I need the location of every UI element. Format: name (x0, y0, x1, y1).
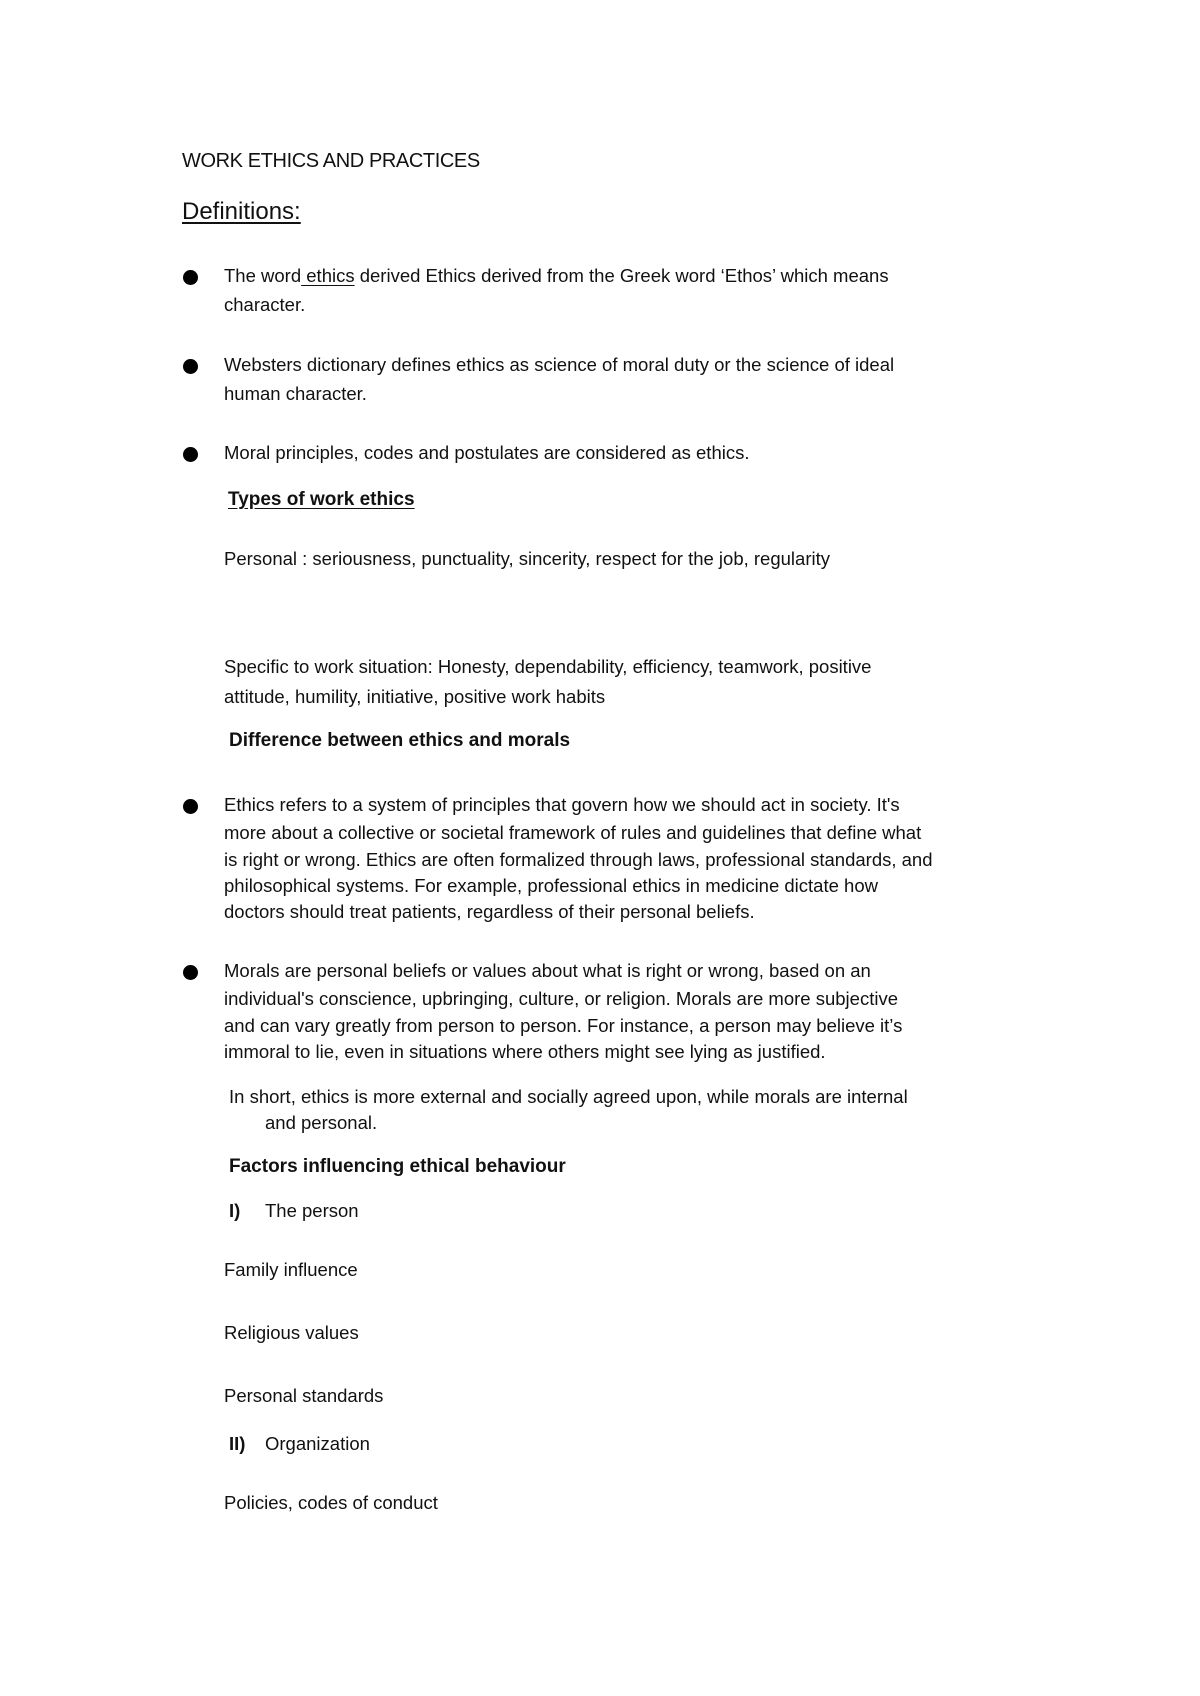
difference-heading: Difference between ethics and morals (229, 730, 571, 751)
definition-2-line-1: Websters dictionary defines ethics as science of moral duty or the science of ideal (224, 354, 895, 375)
morals-paragraph-line-3: and can vary greatly from person to person. For instance, a person may believe it’s (224, 1015, 903, 1036)
definition-1-line-1 (224, 263, 889, 289)
definition-1-post: derived Ethics derived from the Greek word ‘Ethos’ which means (354, 265, 889, 286)
document-title: WORK ETHICS AND PRACTICES (182, 150, 480, 172)
definition-1-pre: The word (224, 265, 302, 286)
definitions-heading: Definitions: (182, 198, 301, 225)
ethics-paragraph-line-4: philosophical systems. For example, professional ethics in medicine dictate how (224, 875, 878, 896)
factor-1-item: Family influence (224, 1259, 358, 1280)
factors-heading: Factors influencing ethical behaviour (229, 1156, 566, 1177)
factor-1-item: Personal standards (224, 1385, 384, 1406)
ethics-paragraph-line-3: is right or wrong. Ethics are often formalized through laws, professional standards, and (224, 849, 933, 870)
definition-2-line-2: human character. (224, 383, 367, 404)
ethics-paragraph-line-1: Ethics refers to a system of principles that govern how we should act in society. It's (224, 794, 900, 815)
morals-paragraph-line-1: Morals are personal beliefs or values about what is right or wrong, based on an (224, 960, 871, 981)
definition-3-line-1: Moral principles, codes and postulates are considered as ethics. (224, 442, 750, 463)
morals-paragraph-line-4: immoral to lie, even in situations where others might see lying as justified. (224, 1041, 826, 1062)
factor-1-label: The person (265, 1200, 359, 1221)
personal-ethics-line: Personal : seriousness, punctuality, sincerity, respect for the job, regularity (224, 548, 830, 569)
ethics-paragraph-line-5: doctors should treat patients, regardless of their personal beliefs. (224, 901, 755, 922)
bullet-icon (183, 270, 198, 285)
in-short-line-1: In short, ethics is more external and socially agreed upon, while morals are internal (229, 1086, 908, 1107)
factor-1-number: I) (229, 1200, 241, 1221)
bullet-icon (183, 447, 198, 462)
factor-2-item: Policies, codes of conduct (224, 1492, 438, 1513)
types-heading: Types of work ethics (228, 489, 415, 510)
factor-1-item: Religious values (224, 1322, 359, 1343)
factor-2-label: Organization (265, 1433, 370, 1454)
factor-2-number: II) (229, 1433, 246, 1454)
morals-paragraph-line-2: individual's conscience, upbringing, culture, or religion. Morals are more subjective (224, 988, 898, 1009)
bullet-icon (183, 965, 198, 980)
definition-1-ethics-word: ethics (301, 265, 355, 286)
in-short-line-2: and personal. (265, 1112, 378, 1133)
specific-ethics-line-1: Specific to work situation: Honesty, dependability, efficiency, teamwork, positive (224, 656, 872, 677)
bullet-icon (183, 359, 198, 374)
ethics-paragraph-line-2: more about a collective or societal framework of rules and guidelines that define what (224, 822, 922, 843)
specific-ethics-line-2: attitude, humility, initiative, positive work habits (224, 686, 606, 707)
definition-1-line-2: character. (224, 294, 306, 315)
bullet-icon (183, 799, 198, 814)
